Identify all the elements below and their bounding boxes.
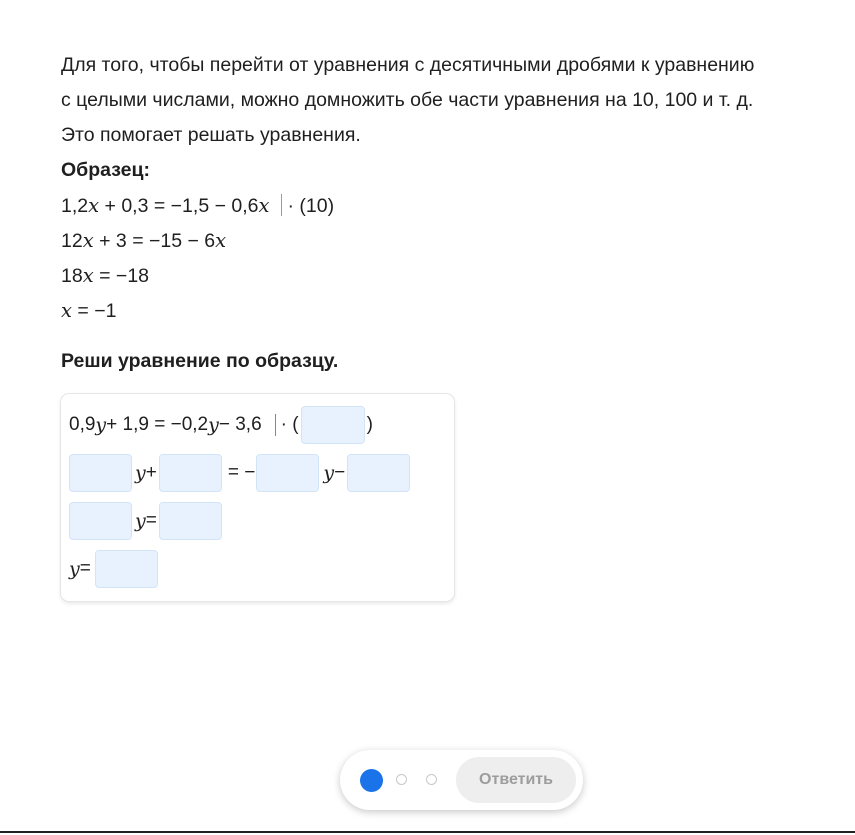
coefficient-left-input[interactable] (69, 454, 132, 492)
answer-row-4: y = (69, 549, 158, 589)
intro-line-1: Для того, чтобы перейти от уравнения с десятичными дробями к уравнению (61, 54, 755, 76)
example-equation-3: 18x = −18 (61, 264, 150, 287)
divider-bar (281, 194, 282, 216)
example-heading: Образец: (61, 159, 150, 181)
answer-input[interactable] (95, 550, 158, 588)
answer-row-2: y + = − y − (69, 453, 410, 493)
intro-line-3: Это помогает решать уравнения. (61, 124, 361, 146)
answer-row-3: y = (69, 501, 222, 541)
constant-left-input[interactable] (159, 454, 222, 492)
coefficient-input[interactable] (69, 502, 132, 540)
footer-panel (340, 750, 583, 810)
progress-dot-current[interactable] (360, 769, 383, 792)
multiplier-input[interactable] (301, 406, 365, 444)
example-equation-2: 12x + 3 = −15 − 6x (61, 229, 227, 252)
divider-bar (275, 414, 276, 436)
progress-dot[interactable] (396, 774, 407, 785)
answer-card (61, 394, 454, 601)
constant-input[interactable] (159, 502, 222, 540)
example-equation-1: 1,2x + 0,3 = −1,5 − 0,6x · (10) (61, 194, 335, 217)
progress-dot[interactable] (426, 774, 437, 785)
intro-line-2: с целыми числами, можно домножить обе части уравнения на 10, 100 и т. д. (61, 89, 754, 111)
constant-right-input[interactable] (347, 454, 410, 492)
answer-row-1: 0,9 y + 1,9 = −0,2 y − 3,6 · ( ) (69, 405, 373, 445)
bottom-divider (0, 831, 855, 833)
example-multiplier: · (10) (287, 195, 335, 217)
example-equation-4: x = −1 (61, 299, 117, 322)
task-title: Реши уравнение по образцу. (61, 350, 339, 372)
submit-button[interactable]: Ответить (456, 757, 576, 803)
coefficient-right-input[interactable] (256, 454, 319, 492)
task-content (61, 48, 851, 379)
